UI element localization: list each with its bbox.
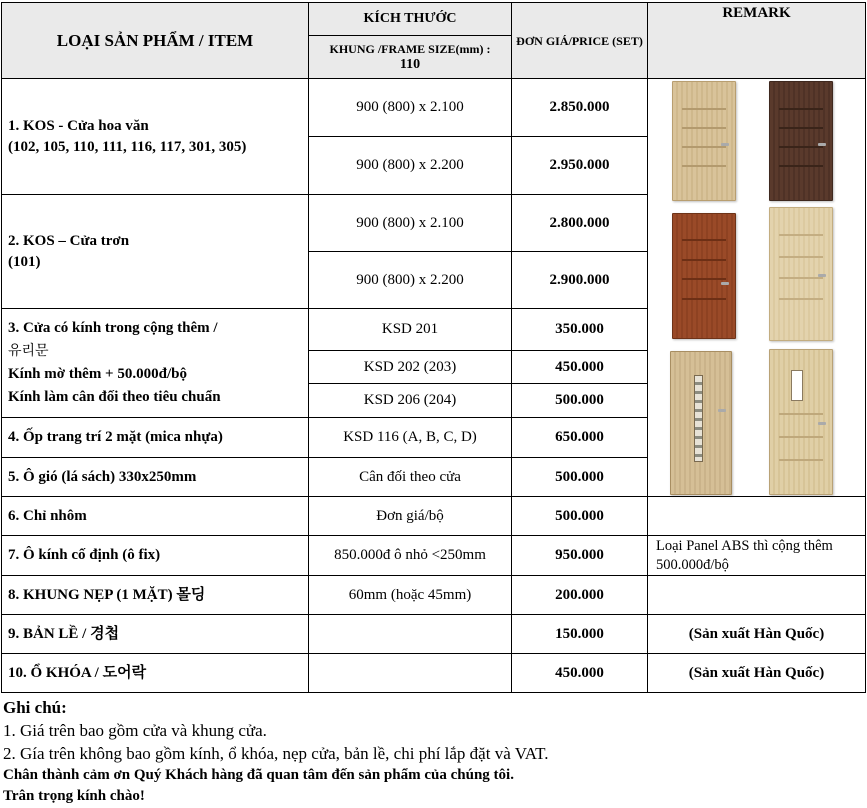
note-line-1: 1. Giá trên bao gồm cửa và khung cửa. (3, 721, 267, 740)
remark-cell: Loại Panel ABS thì cộng thêm 500.000đ/bộ (648, 536, 866, 576)
item-kos-plain (2, 195, 309, 309)
item-decor-panel: 4. Ốp trang trí 2 mặt (mica nhựa) (2, 418, 309, 458)
header-item: LOẠI SẢN PHẨM / ITEM (2, 3, 309, 79)
item-aluminum-trim: 6. Chỉ nhôm (2, 497, 309, 536)
remark-cell (648, 576, 866, 615)
frame-size-value: 110 (399, 56, 421, 72)
size-cell: 850.000đ ô nhỏ <250mm (309, 536, 512, 576)
door-red-cherry-icon (672, 213, 736, 339)
item-name: 1. KOS - Cửa hoa văn (8, 117, 149, 134)
item-name: 2. KOS – Cửa trơn (8, 232, 130, 249)
price-cell: 2.800.000 (512, 195, 648, 252)
door-dark-walnut-icon (769, 81, 833, 201)
remark-cell (648, 497, 866, 536)
remark-cell: (Sản xuất Hàn Quốc) (648, 615, 866, 654)
door-images-cell (648, 79, 866, 497)
price-cell: 450.000 (512, 351, 648, 384)
item-vent: 5. Ô gió (lá sách) 330x250mm (2, 458, 309, 497)
price-cell: 200.000 (512, 576, 648, 615)
notes-section (3, 696, 863, 807)
header-price: ĐƠN GIÁ/PRICE (SET) (512, 3, 648, 79)
header-remark: REMARK (648, 3, 866, 79)
remark-cell: (Sản xuất Hàn Quốc) (648, 654, 866, 693)
size-cell: KSD 202 (203) (309, 351, 512, 384)
size-cell: 60mm (hoặc 45mm) (309, 576, 512, 615)
size-cell: KSD 116 (A, B, C, D) (309, 418, 512, 458)
header-frame-size (309, 36, 512, 79)
thanks-line: Chân thành cảm ơn Quý Khách hàng đã quan tâm đến sản phẩm của chúng tôi. (3, 767, 514, 783)
item-note-standard: Kính làm cân đối theo tiêu chuẩn (8, 389, 221, 405)
price-cell: 2.900.000 (512, 252, 648, 309)
size-cell: 900 (800) x 2.200 (309, 252, 512, 309)
size-cell: Cân đối theo cửa (309, 458, 512, 497)
price-cell: 350.000 (512, 309, 648, 351)
size-cell: 900 (800) x 2.100 (309, 79, 512, 137)
price-cell: 950.000 (512, 536, 648, 576)
item-codes: (101) (8, 253, 41, 270)
item-name: 3. Cửa có kính trong cộng thêm / (8, 320, 218, 336)
door-light-oak-icon (672, 81, 736, 201)
price-cell: 500.000 (512, 384, 648, 418)
item-lock: 10. Ổ KHÓA / 도어락 (2, 654, 309, 693)
price-cell: 500.000 (512, 497, 648, 536)
price-cell: 2.950.000 (512, 137, 648, 195)
size-cell (309, 654, 512, 693)
door-glass-strip-icon (670, 351, 732, 495)
item-codes: (102, 105, 110, 111, 116, 117, 301, 305) (8, 138, 247, 155)
door-small-window-icon (769, 349, 833, 495)
item-kos-patterned (2, 79, 309, 195)
price-table (1, 2, 866, 693)
size-cell: KSD 201 (309, 309, 512, 351)
item-glass-door (2, 309, 309, 418)
item-hinge: 9. BẢN LỀ / 경첩 (2, 615, 309, 654)
item-note-frosted: Kính mờ thêm + 50.000đ/bộ (8, 366, 187, 382)
header-size-title: KÍCH THƯỚC (309, 3, 512, 36)
item-name-korean: 유리문 (8, 343, 49, 359)
item-fixed-glass: 7. Ô kính cố định (ô fix) (2, 536, 309, 576)
size-cell: 900 (800) x 2.100 (309, 195, 512, 252)
item-frame-molding: 8. KHUNG NẸP (1 MẶT) 몰딩 (2, 576, 309, 615)
frame-size-label: KHUNG /FRAME SIZE(mm) : (329, 41, 491, 56)
price-cell: 450.000 (512, 654, 648, 693)
regards-line: Trân trọng kính chào! (3, 788, 145, 804)
size-cell: Đơn giá/bộ (309, 497, 512, 536)
price-cell: 500.000 (512, 458, 648, 497)
note-line-2: 2. Gía trên không bao gồm kính, ổ khóa, nẹp cửa, bản lề, chi phí lắp đặt và VAT. (3, 744, 549, 763)
price-cell: 650.000 (512, 418, 648, 458)
size-cell: 900 (800) x 2.200 (309, 137, 512, 195)
size-cell: KSD 206 (204) (309, 384, 512, 418)
price-cell: 150.000 (512, 615, 648, 654)
size-cell (309, 615, 512, 654)
notes-title: Ghi chú: (3, 698, 67, 717)
price-cell: 2.850.000 (512, 79, 648, 137)
door-pale-maple-icon (769, 207, 833, 341)
